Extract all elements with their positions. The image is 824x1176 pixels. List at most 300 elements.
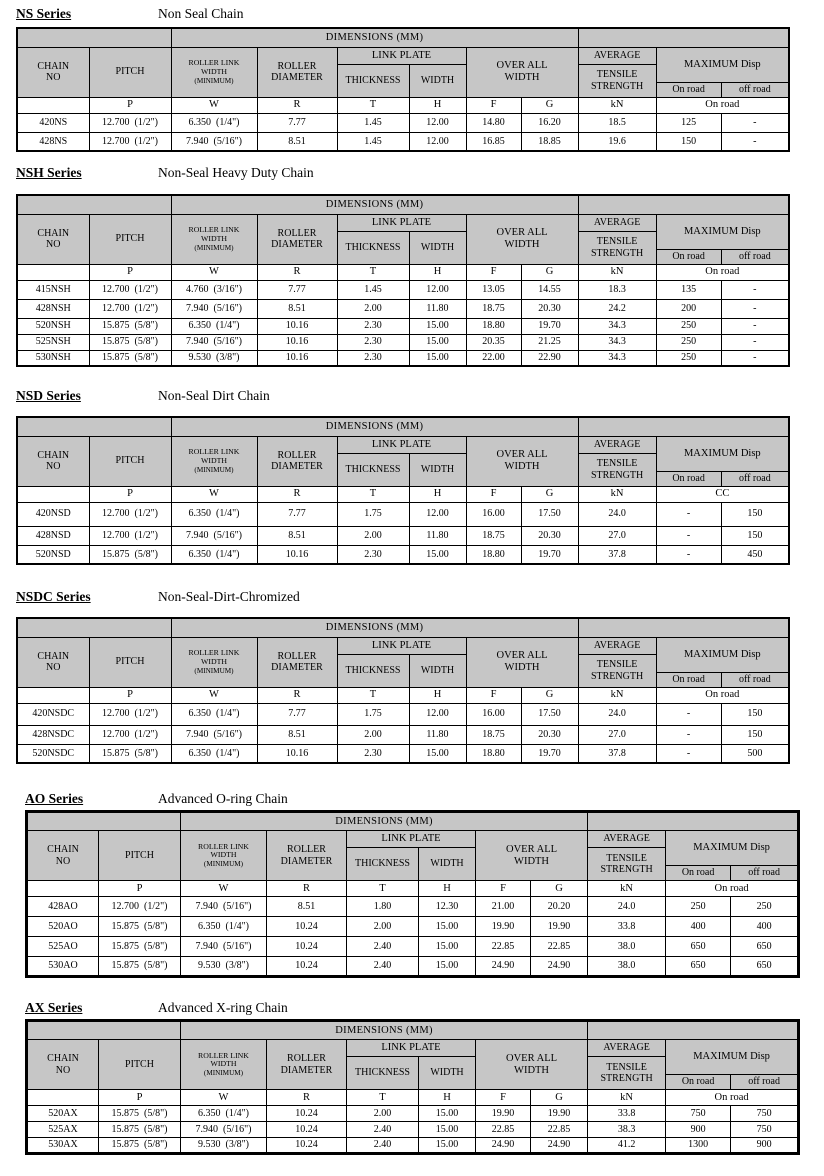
data-cell: 22.00 [466,350,521,366]
roller-link-width-minimum-label: (MINIMUM) [194,465,234,474]
unit-label: T [337,486,409,502]
data-cell: 250 [656,318,721,334]
thickness-header: THICKNESS [337,64,409,97]
table-row-420NS [17,113,789,132]
unit-label: H [409,486,466,502]
table-row-520NSDC [17,744,789,763]
pitch-header: PITCH [89,214,171,264]
data-cell: 7.940 (5/16") [171,132,257,151]
data-cell: 420NSDC [17,703,89,725]
data-cell: 10.16 [257,545,337,564]
unit-label: H [409,264,466,280]
data-cell: 1.45 [337,113,409,132]
data-cell: - [721,280,789,299]
corner-blank-cell [17,417,171,436]
data-cell: 15.00 [409,744,466,763]
data-cell: 530AO [27,957,99,977]
data-cell: 38.0 [588,937,666,957]
data-cell: 15.875 (5/8") [89,744,171,763]
data-cell: 22.85 [531,937,588,957]
unit-label: R [257,687,337,703]
table-row-420NSD [17,502,789,526]
on-road-header: On road [656,672,721,687]
unit-label: G [531,881,588,897]
unit-label: H [419,1090,476,1106]
data-cell: 150 [721,526,789,545]
chain-no-label: CHAIN NO [47,844,79,867]
data-cell: 2.40 [347,957,419,977]
data-cell: 14.55 [521,280,578,299]
table-row-415NSH [17,280,789,299]
data-cell: 14.80 [466,113,521,132]
roller-diameter-label: ROLLER DIAMETER [280,1053,333,1076]
roller-link-width-header [171,214,257,264]
unit-label: F [466,97,521,113]
data-cell: 650 [731,957,799,977]
link-plate-header: LINK PLATE [347,831,476,848]
data-cell: 18.85 [521,132,578,151]
on-road-header: On road [656,471,721,486]
overall-width-label: OVER ALL WIDTH [506,1052,558,1076]
data-cell: 6.350 (1/4") [171,545,257,564]
data-cell: 11.80 [409,526,466,545]
unit-blank-cell [17,97,89,113]
data-cell: 17.50 [521,502,578,526]
width-header: WIDTH [409,64,466,97]
unit-label: G [521,486,578,502]
roller-link-width-label: ROLLER LINK WIDTH [198,1050,249,1069]
data-cell: 22.90 [521,350,578,366]
data-cell: 200 [656,299,721,318]
data-cell: - [721,132,789,151]
data-cell: 7.940 (5/16") [181,897,267,917]
data-cell: 24.90 [476,957,531,977]
data-cell: 6.350 (1/4") [171,113,257,132]
roller-diameter-header [257,436,337,486]
unit-label: F [476,881,531,897]
on-road-header: On road [656,249,721,264]
data-cell: 520NSD [17,545,89,564]
average-header: AVERAGE [578,214,656,231]
roller-link-width-minimum-label: (MINIMUM) [194,243,234,252]
average-header: AVERAGE [578,637,656,654]
link-plate-header: LINK PLATE [347,1040,476,1057]
spec-table-nsh [16,194,790,367]
roller-link-width-minimum-label: (MINIMUM) [194,76,234,85]
roller-link-width-minimum-label: (MINIMUM) [203,860,244,869]
data-cell: 20.20 [531,897,588,917]
data-cell: 2.00 [337,526,409,545]
unit-label: P [89,264,171,280]
data-cell: 12.700 (1/2") [99,897,181,917]
roller-diameter-label: ROLLER DIAMETER [271,650,323,673]
data-cell: 15.00 [419,1138,476,1154]
data-cell: 6.350 (1/4") [171,502,257,526]
data-cell: 27.0 [578,725,656,744]
on-road-header: On road [666,1075,731,1090]
average-header: AVERAGE [588,831,666,848]
data-cell: 15.875 (5/8") [99,1138,181,1154]
data-cell: - [721,334,789,350]
unit-label: T [337,97,409,113]
data-cell: 150 [721,502,789,526]
data-cell: 22.85 [476,937,531,957]
series-block-nsd [16,388,796,565]
off-road-header: off road [721,82,789,97]
unit-label: W [181,881,267,897]
link-plate-header: LINK PLATE [337,214,466,231]
series-description: Non-Seal Dirt Chain [158,388,270,403]
data-cell: 15.875 (5/8") [89,350,171,366]
data-cell: 19.70 [521,744,578,763]
data-cell: 34.3 [578,318,656,334]
tensile-strength-header: TENSILE STRENGTH [588,848,666,881]
data-cell: 2.00 [337,725,409,744]
data-cell: 15.875 (5/8") [99,957,181,977]
data-cell: 20.30 [521,526,578,545]
unit-label: H [419,881,476,897]
data-cell: 19.90 [476,917,531,937]
top-right-blank-cell [588,812,799,831]
data-cell: 428NSH [17,299,89,318]
tensile-strength-header: TENSILE STRENGTH [578,231,656,264]
tensile-strength-header: TENSILE STRENGTH [578,654,656,687]
data-cell: 2.30 [337,318,409,334]
maximum-disp-header: MAXIMUM Disp [666,831,799,866]
overall-width-label: OVER ALL WIDTH [506,843,558,867]
top-right-blank-cell [578,417,789,436]
data-cell: 15.875 (5/8") [99,937,181,957]
roller-link-width-header [181,1040,267,1090]
units-span-label: On road [666,881,799,897]
data-cell: 17.50 [521,703,578,725]
series-title-ax [25,1000,805,1017]
data-cell: 530AX [27,1138,99,1154]
overall-width-label: OVER ALL WIDTH [496,650,548,673]
link-plate-header: LINK PLATE [337,47,466,64]
data-cell: 21.00 [476,897,531,917]
data-cell: 15.00 [419,957,476,977]
thickness-header: THICKNESS [337,453,409,486]
unit-blank-cell [17,264,89,280]
unit-label: F [466,264,521,280]
average-header: AVERAGE [578,436,656,453]
unit-label: P [89,687,171,703]
chain-no-label: CHAIN NO [37,449,70,472]
series-block-ns [16,6,796,152]
dimensions-header: DIMENSIONS (MM) [171,28,578,47]
unit-label: R [257,486,337,502]
roller-link-width-label: ROLLER LINK WIDTH [198,841,249,860]
data-cell: 9.530 (3/8") [171,350,257,366]
data-cell: 400 [731,917,799,937]
data-cell: 7.940 (5/16") [181,1122,267,1138]
data-cell: 41.2 [588,1138,666,1154]
series-name: AO Series [25,791,84,806]
data-cell: 38.3 [588,1122,666,1138]
data-cell: 11.80 [409,299,466,318]
data-cell: 34.3 [578,334,656,350]
data-cell: 8.51 [257,725,337,744]
data-cell: 415NSH [17,280,89,299]
data-cell: 7.940 (5/16") [171,725,257,744]
top-right-blank-cell [588,1021,799,1040]
data-cell: 1.75 [337,502,409,526]
data-cell: 10.16 [257,334,337,350]
data-cell: 2.00 [347,917,419,937]
data-cell: 450 [721,545,789,564]
unit-label: W [171,264,257,280]
data-cell: 420NSD [17,502,89,526]
unit-label: G [521,97,578,113]
corner-blank-cell [17,195,171,214]
table-row-428AO [27,897,799,917]
data-cell: 125 [656,113,721,132]
data-cell: 520NSDC [17,744,89,763]
data-cell: 24.2 [578,299,656,318]
data-cell: 2.30 [337,545,409,564]
data-cell: 6.350 (1/4") [171,744,257,763]
data-cell: 12.700 (1/2") [89,113,171,132]
tensile-strength-header: TENSILE STRENGTH [588,1057,666,1090]
spec-table-nsdc [16,617,790,764]
data-cell: 1.45 [337,280,409,299]
data-cell: 12.700 (1/2") [89,526,171,545]
data-cell: 15.875 (5/8") [89,334,171,350]
unit-label: G [521,264,578,280]
tensile-strength-header: TENSILE STRENGTH [578,453,656,486]
data-cell: 428NS [17,132,89,151]
data-cell: 12.00 [409,280,466,299]
data-cell: 10.16 [257,744,337,763]
data-cell: 7.77 [257,113,337,132]
chain-no-header [27,831,99,881]
width-header: WIDTH [409,231,466,264]
overall-width-label: OVER ALL WIDTH [496,449,548,472]
data-cell: 135 [656,280,721,299]
data-cell: 525AO [27,937,99,957]
dimensions-header: DIMENSIONS (MM) [171,417,578,436]
chain-no-header [27,1040,99,1090]
on-road-header: On road [656,82,721,97]
series-title-nsdc [16,589,796,606]
data-cell: 10.16 [257,318,337,334]
data-cell: 19.90 [476,1106,531,1122]
width-header: WIDTH [419,848,476,881]
dimensions-header: DIMENSIONS (MM) [181,812,588,831]
data-cell: 12.700 (1/2") [89,502,171,526]
data-cell: 7.940 (5/16") [171,334,257,350]
unit-blank-cell [27,1090,99,1106]
data-cell: - [656,526,721,545]
roller-diameter-header [257,637,337,687]
data-cell: 18.80 [466,318,521,334]
corner-blank-cell [17,618,171,637]
unit-label: W [171,486,257,502]
data-cell: 2.30 [337,350,409,366]
data-cell: 18.75 [466,299,521,318]
data-cell: 15.00 [419,937,476,957]
roller-link-width-label: ROLLER LINK WIDTH [188,58,240,76]
data-cell: 37.8 [578,545,656,564]
chain-no-label: CHAIN NO [37,650,70,673]
unit-label: P [99,1090,181,1106]
overall-width-header [466,214,578,264]
off-road-header: off road [731,1075,799,1090]
units-span-label: CC [656,486,789,502]
data-cell: 20.30 [521,299,578,318]
overall-width-label: OVER ALL WIDTH [496,60,548,83]
data-cell: 33.8 [588,917,666,937]
data-cell: 2.00 [347,1106,419,1122]
data-cell: 15.00 [409,545,466,564]
top-right-blank-cell [578,28,789,47]
data-cell: 520AO [27,917,99,937]
data-cell: 18.5 [578,113,656,132]
average-header: AVERAGE [588,1040,666,1057]
data-cell: 19.90 [531,917,588,937]
data-cell: 19.70 [521,545,578,564]
chain-no-label: CHAIN NO [37,227,70,250]
data-cell: 12.00 [409,113,466,132]
unit-label: T [337,264,409,280]
roller-diameter-label: ROLLER DIAMETER [271,60,323,83]
pitch-header: PITCH [89,637,171,687]
data-cell: 420NS [17,113,89,132]
unit-label: kN [578,264,656,280]
roller-link-width-minimum-label: (MINIMUM) [194,666,234,675]
data-cell: - [656,744,721,763]
data-cell: 12.700 (1/2") [89,132,171,151]
width-header: WIDTH [419,1057,476,1090]
top-right-blank-cell [578,618,789,637]
data-cell: 400 [666,917,731,937]
roller-link-width-label: ROLLER LINK WIDTH [188,225,240,243]
chain-no-header [17,47,89,97]
table-row-520AO [27,917,799,937]
overall-width-label: OVER ALL WIDTH [496,227,548,250]
data-cell: 750 [731,1106,799,1122]
spec-table-nsd [16,416,790,565]
pitch-header: PITCH [89,436,171,486]
units-span-label: On road [656,687,789,703]
overall-width-header [466,637,578,687]
roller-link-width-header [171,47,257,97]
dimensions-header: DIMENSIONS (MM) [181,1021,588,1040]
data-cell: 15.00 [419,917,476,937]
roller-diameter-label: ROLLER DIAMETER [280,844,333,867]
table-row-525NSH [17,334,789,350]
thickness-header: THICKNESS [347,1057,419,1090]
data-cell: 530NSH [17,350,89,366]
data-cell: 24.90 [531,957,588,977]
unit-label: F [476,1090,531,1106]
series-description: Advanced O-ring Chain [158,791,288,806]
data-cell: 24.0 [578,703,656,725]
data-cell: - [656,725,721,744]
corner-blank-cell [27,1021,181,1040]
data-cell: 7.940 (5/16") [171,299,257,318]
roller-link-width-label: ROLLER LINK WIDTH [188,447,240,465]
off-road-header: off road [721,471,789,486]
data-cell: 15.875 (5/8") [99,917,181,937]
chain-no-label: CHAIN NO [37,60,70,83]
data-cell: - [721,318,789,334]
data-cell: 16.00 [466,703,521,725]
table-row-428NS [17,132,789,151]
roller-diameter-header [257,47,337,97]
data-cell: 15.00 [409,350,466,366]
chain-no-header [17,214,89,264]
data-cell: 428AO [27,897,99,917]
data-cell: 2.40 [347,1138,419,1154]
link-plate-header: LINK PLATE [337,436,466,453]
data-cell: 12.700 (1/2") [89,703,171,725]
roller-diameter-header [267,1040,347,1090]
data-cell: 650 [731,937,799,957]
data-cell: 33.8 [588,1106,666,1122]
pitch-header: PITCH [99,1040,181,1090]
unit-blank-cell [17,486,89,502]
unit-label: G [521,687,578,703]
data-cell: 2.40 [347,1122,419,1138]
off-road-header: off road [731,866,799,881]
data-cell: 4.760 (3/16") [171,280,257,299]
chain-no-header [17,436,89,486]
units-span-label: On road [656,97,789,113]
data-cell: 10.24 [267,1138,347,1154]
data-cell: 7.940 (5/16") [171,526,257,545]
pitch-header: PITCH [99,831,181,881]
off-road-header: off road [721,672,789,687]
data-cell: 8.51 [267,897,347,917]
maximum-disp-header: MAXIMUM Disp [656,436,789,471]
data-cell: 2.40 [347,937,419,957]
unit-label: P [89,486,171,502]
maximum-disp-header: MAXIMUM Disp [656,47,789,82]
data-cell: 525AX [27,1122,99,1138]
roller-link-width-header [181,831,267,881]
data-cell: 650 [666,937,731,957]
data-cell: 12.700 (1/2") [89,280,171,299]
data-cell: 18.80 [466,744,521,763]
data-cell: - [721,113,789,132]
data-cell: 500 [721,744,789,763]
data-cell: - [656,703,721,725]
data-cell: 19.90 [531,1106,588,1122]
data-cell: - [656,545,721,564]
data-cell: 15.00 [409,318,466,334]
data-cell: 10.24 [267,1122,347,1138]
data-cell: 6.350 (1/4") [181,1106,267,1122]
data-cell: 15.00 [409,334,466,350]
roller-diameter-label: ROLLER DIAMETER [271,227,323,250]
data-cell: 250 [656,350,721,366]
series-description: Advanced X-ring Chain [158,1000,288,1015]
dimensions-header: DIMENSIONS (MM) [171,618,578,637]
unit-label: P [99,881,181,897]
series-description: Non Seal Chain [158,6,244,21]
table-row-428NSD [17,526,789,545]
chain-no-label: CHAIN NO [47,1053,79,1076]
data-cell: 38.0 [588,957,666,977]
data-cell: 750 [666,1106,731,1122]
data-cell: 1.75 [337,703,409,725]
data-cell: 18.75 [466,725,521,744]
data-cell: 150 [656,132,721,151]
pitch-header: PITCH [89,47,171,97]
data-cell: 15.875 (5/8") [89,318,171,334]
